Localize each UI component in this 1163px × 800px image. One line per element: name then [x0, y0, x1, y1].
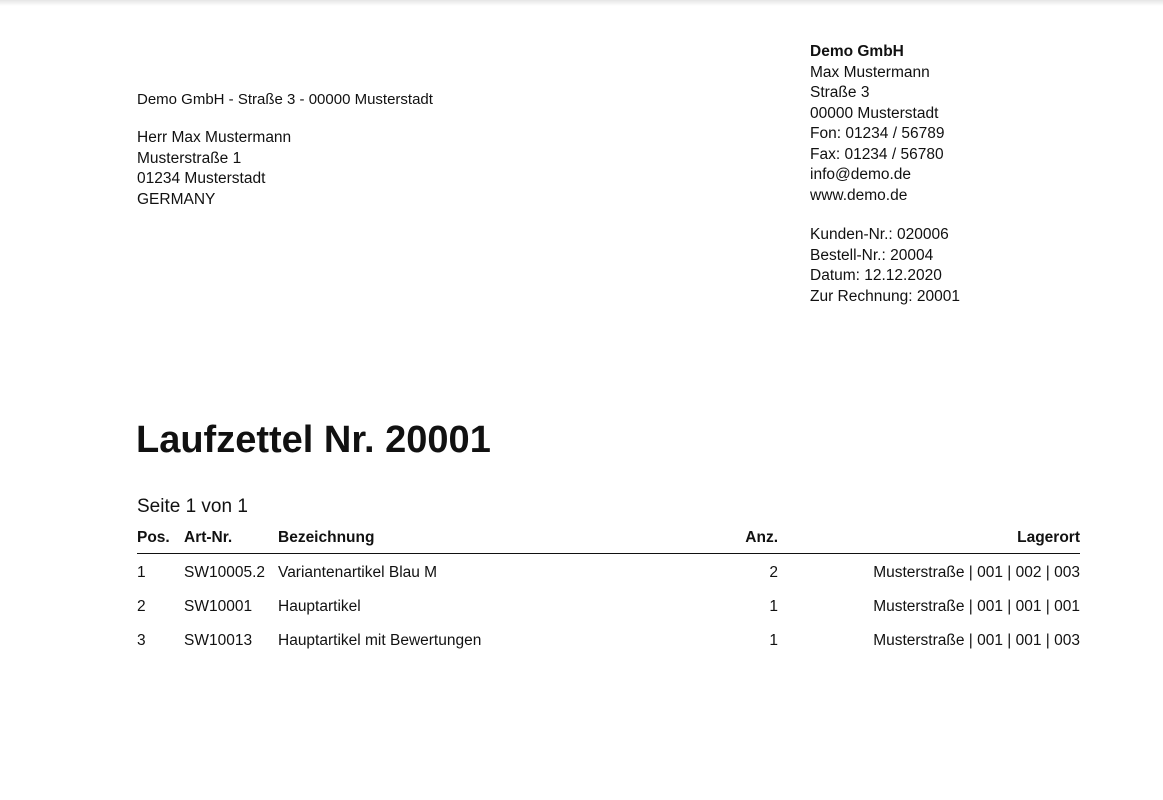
- header-description: Bezeichnung: [278, 523, 608, 554]
- customer-number: Kunden-Nr.: 020006: [810, 226, 949, 243]
- invoice-reference: Zur Rechnung: 20001: [810, 287, 960, 305]
- order-number: Bestell-Nr.: 20004: [810, 246, 934, 264]
- document-date: Datum: 12.12.2020: [810, 267, 942, 284]
- sender-return-address: Demo GmbH - Straße 3 - 00000 Musterstadt: [137, 91, 433, 108]
- recipient-name: Herr Max Mustermann: [137, 129, 292, 146]
- company-street: Straße 3: [810, 84, 870, 101]
- cell-description: Variantenartikel Blau M: [278, 564, 438, 581]
- page-counter: Seite 1 von 1: [137, 496, 248, 517]
- company-fax: Fax: 01234 / 56780: [810, 145, 944, 163]
- cell-art-no: SW10001: [184, 598, 253, 615]
- header-location: Lagerort: [778, 523, 1080, 554]
- company-name: Demo GmbH: [810, 43, 904, 60]
- items-table: [137, 523, 1080, 658]
- cell-location: Musterstraße | 001 | 001 | 003: [873, 632, 1080, 649]
- recipient-street: Musterstraße 1: [137, 149, 242, 167]
- table-row: [137, 590, 1080, 624]
- cell-description: Hauptartikel: [278, 598, 361, 615]
- company-city: 00000 Musterstadt: [810, 104, 939, 122]
- company-contact: Max Mustermann: [810, 63, 930, 81]
- company-email: info@demo.de: [810, 166, 912, 183]
- document-meta: [810, 225, 960, 307]
- company-phone: Fon: 01234 / 56789: [810, 125, 945, 142]
- cell-quantity: 1: [769, 598, 778, 615]
- recipient-city: 01234 Musterstadt: [137, 170, 266, 187]
- cell-quantity: 1: [769, 632, 778, 649]
- cell-art-no: SW10013: [184, 632, 253, 649]
- company-info: [810, 42, 944, 206]
- company-website: www.demo.de: [810, 186, 908, 204]
- table-row: [137, 624, 1080, 658]
- header-art-no: Art-Nr.: [184, 523, 278, 554]
- cell-pos: 2: [137, 598, 146, 615]
- header-pos: Pos.: [137, 523, 184, 554]
- cell-art-no: SW10005.2: [184, 564, 265, 581]
- cell-description: Hauptartikel mit Bewertungen: [278, 632, 482, 649]
- recipient-address: [137, 128, 291, 210]
- cell-location: Musterstraße | 001 | 002 | 003: [873, 564, 1080, 581]
- recipient-country: GERMANY: [137, 190, 216, 208]
- document-title: Laufzettel Nr. 20001: [136, 419, 491, 461]
- cell-pos: 1: [137, 564, 146, 581]
- header-quantity: Anz.: [608, 523, 778, 554]
- table-header-row: [137, 523, 1080, 554]
- cell-pos: 3: [137, 632, 146, 649]
- cell-quantity: 2: [769, 564, 778, 581]
- cell-location: Musterstraße | 001 | 001 | 001: [873, 598, 1080, 615]
- table-row: [137, 554, 1080, 591]
